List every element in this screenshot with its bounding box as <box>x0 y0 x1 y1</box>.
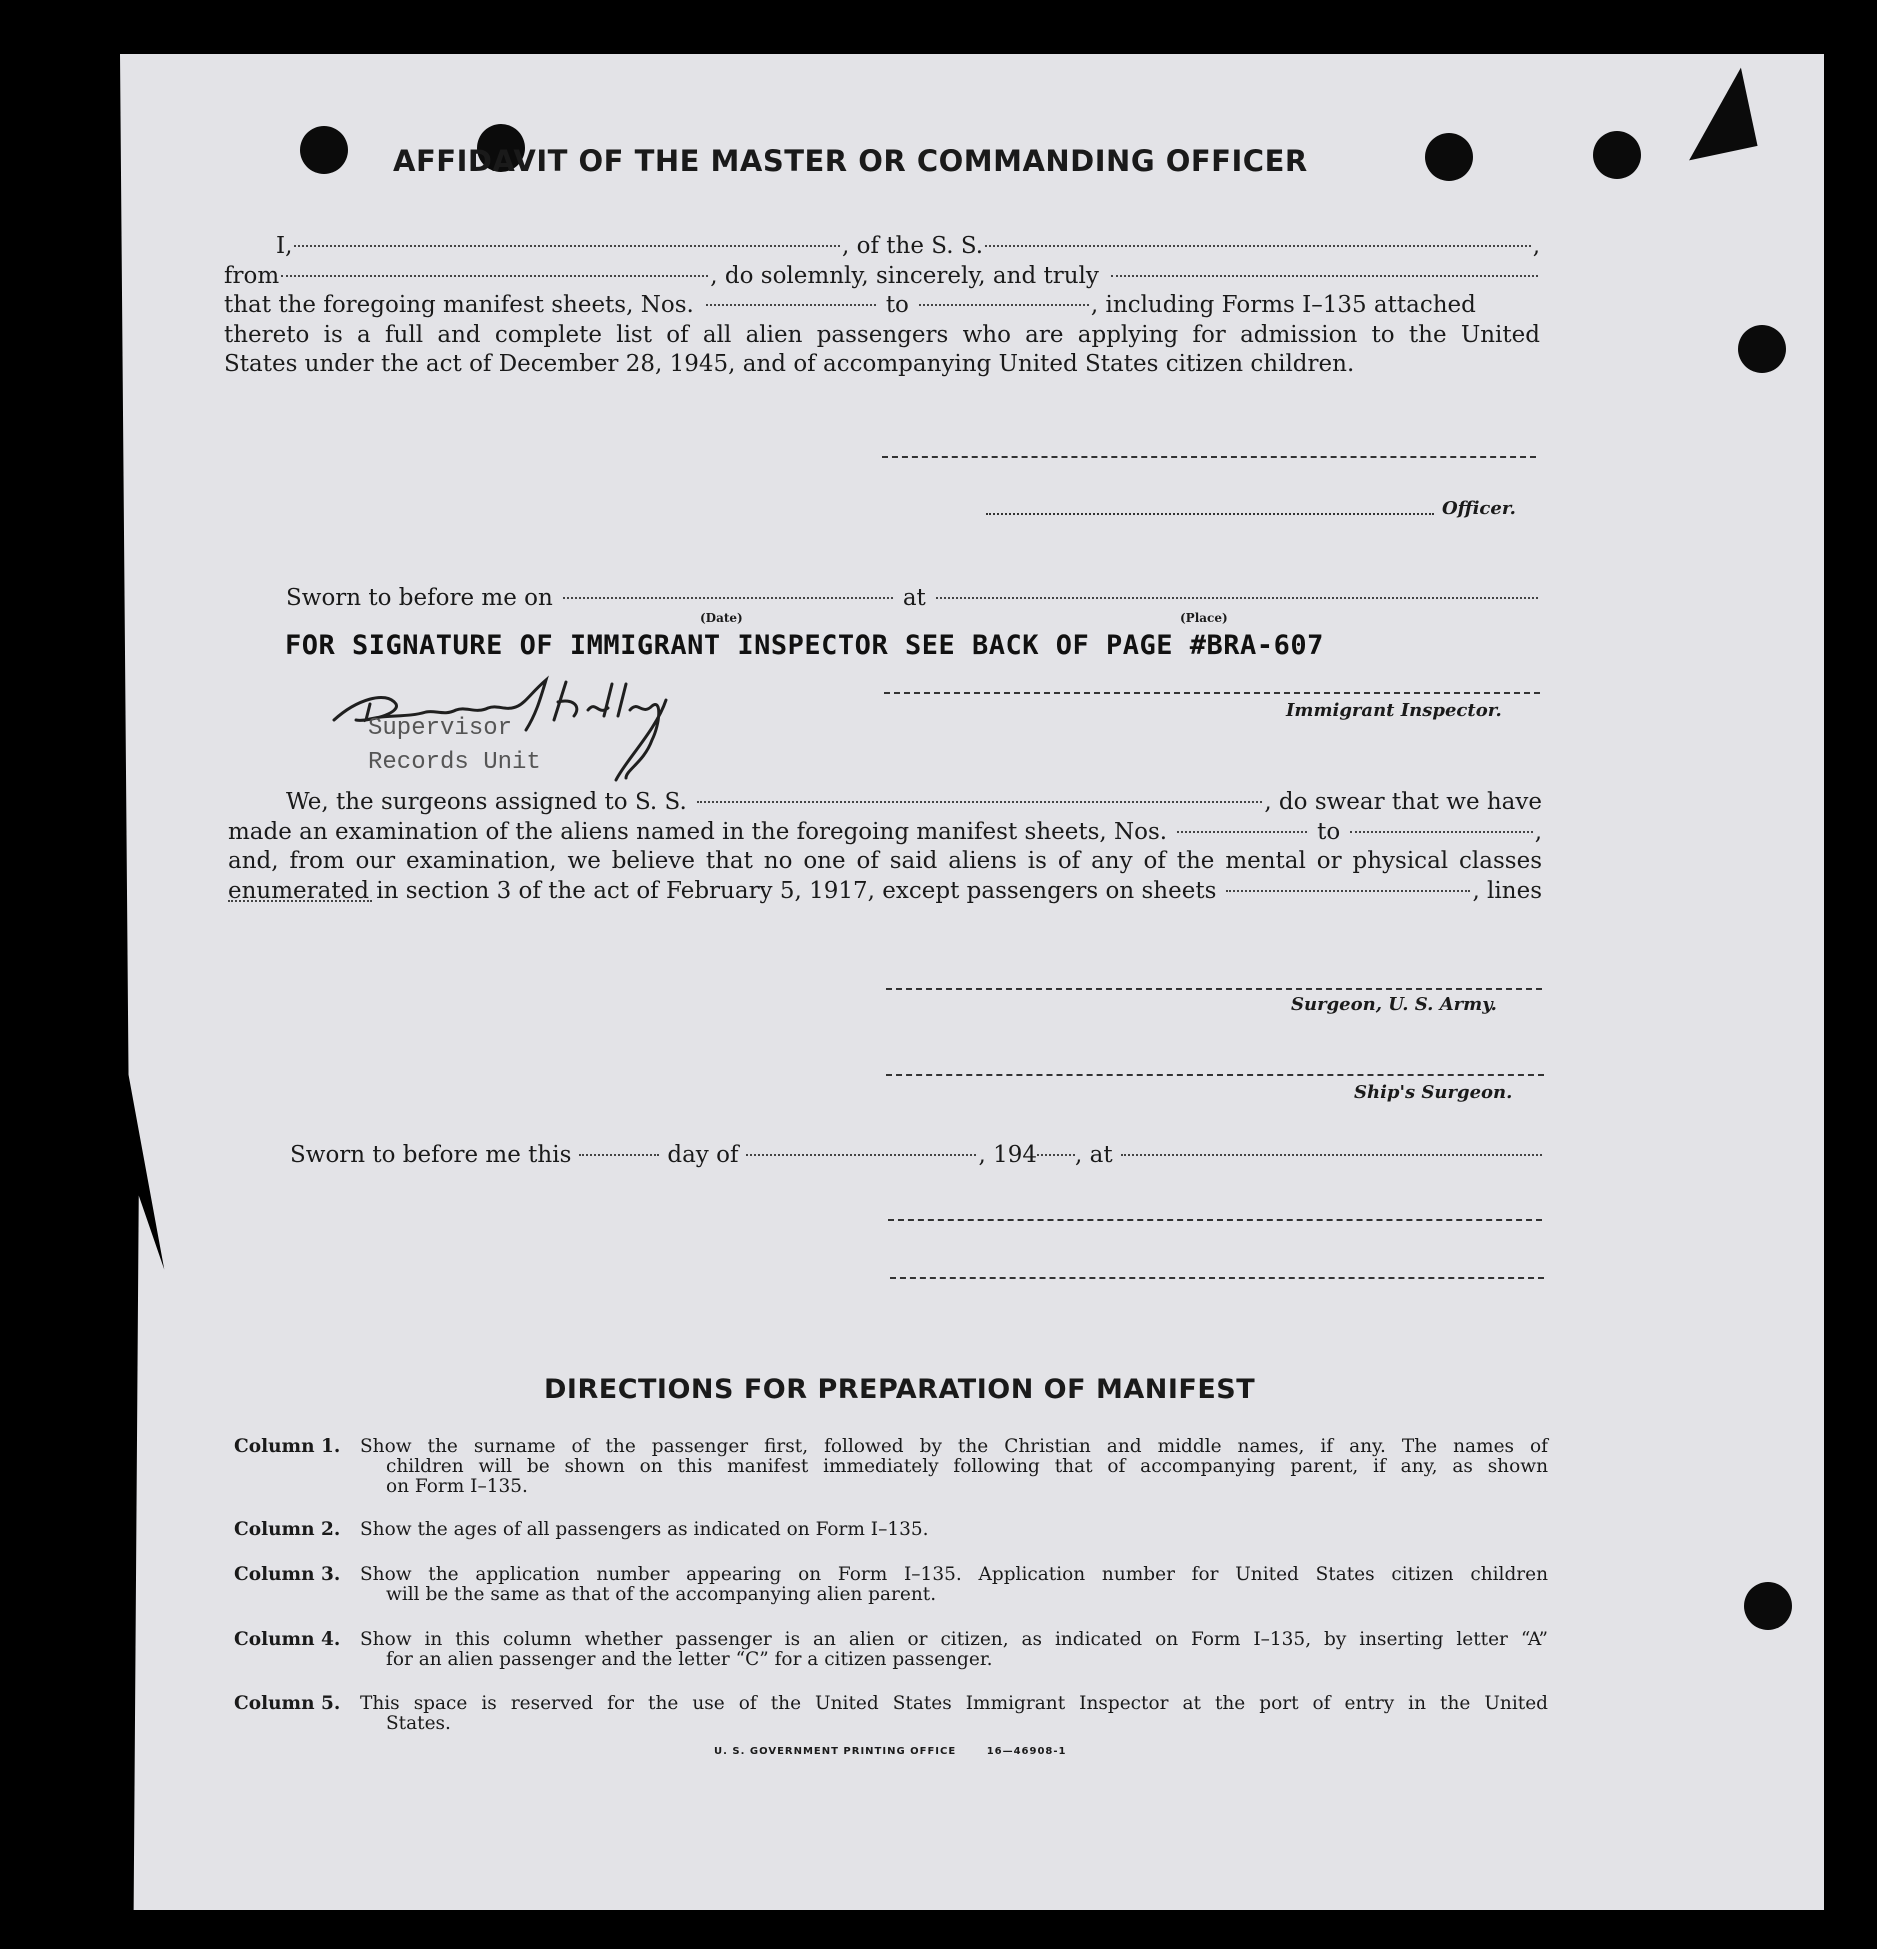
punch-hole <box>1425 133 1473 181</box>
direction-line: for an alien passenger and the letter “C” for a citizen passenger. <box>386 1649 993 1670</box>
direction-column-label: Column 5. <box>234 1693 341 1714</box>
witness-signature-line-1[interactable] <box>888 1219 1542 1221</box>
direction-text <box>360 1565 1548 1605</box>
surgeon-ship-field[interactable] <box>697 801 1263 803</box>
sworn-month-field[interactable] <box>746 1154 976 1156</box>
master-name-field[interactable] <box>294 245 840 247</box>
officer-signature-line[interactable] <box>882 456 1536 458</box>
sworn-place-2-field[interactable] <box>1121 1154 1542 1156</box>
ship-surgeon-caption: Ship's Surgeon. <box>1354 1082 1513 1103</box>
direction-item <box>234 1437 1548 1497</box>
place-caption: (Place) <box>1180 611 1228 625</box>
swear-blank-field[interactable] <box>1111 275 1538 277</box>
direction-text <box>360 1437 1548 1497</box>
punch-hole <box>300 126 348 174</box>
exam-sheets-from-field[interactable] <box>1177 831 1307 833</box>
affidavit-paragraph: I, , of the S. S. , from , do solemnly, sincerely, and truly that the foregoing manifest sheets, Nos. to , including Forms I–135 attached thereto is a full and complete list of all alien passengers who are applying for admission to the United States under the act of December 28, 1945, and of accompanying United States citizen children. <box>224 233 1541 377</box>
inspector-caption: Immigrant Inspector. <box>1286 700 1502 721</box>
army-surgeon-caption: Surgeon, U. S. Army. <box>1291 994 1497 1015</box>
sworn-place-field[interactable] <box>936 597 1538 599</box>
sheets-from-field[interactable] <box>706 304 876 306</box>
direction-column-label: Column 4. <box>234 1629 341 1650</box>
from-port-field[interactable] <box>281 275 708 277</box>
ship-surgeon-signature-line[interactable] <box>886 1074 1544 1076</box>
direction-item <box>234 1565 1548 1605</box>
witness-signature-line-2[interactable] <box>890 1277 1544 1279</box>
direction-line: This space is reserved for the use of the United States Immigrant Inspector at the port of entry in the United <box>360 1693 1548 1714</box>
directions-title: DIRECTIONS FOR PREPARATION OF MANIFEST <box>544 1374 1256 1405</box>
direction-item <box>234 1694 1548 1734</box>
punch-hole <box>1744 1582 1792 1630</box>
direction-line: children will be shown on this manifest immediately following that of accompanying parent, if any, as shown <box>386 1456 1548 1477</box>
direction-line: on Form I–135. <box>386 1476 528 1497</box>
exception-sheets-field[interactable] <box>1226 890 1470 892</box>
sworn-year-field[interactable] <box>1037 1154 1075 1156</box>
punch-hole <box>1593 131 1641 179</box>
inspector-signature-line[interactable] <box>884 692 1540 694</box>
direction-item <box>234 1520 1548 1540</box>
officer-caption: Officer. <box>1442 498 1516 519</box>
direction-column-label: Column 2. <box>234 1519 341 1540</box>
direction-text <box>360 1520 1548 1540</box>
punch-hole <box>1738 325 1786 373</box>
direction-line: Show the ages of all passengers as indicated on Form I–135. <box>360 1519 929 1540</box>
direction-line: States. <box>386 1713 451 1734</box>
exam-sheets-to-field[interactable] <box>1350 831 1532 833</box>
officer-name-line[interactable] <box>986 513 1434 515</box>
affidavit-title: AFFIDAVIT OF THE MASTER OR COMMANDING OFFICER <box>393 144 1308 178</box>
direction-line: will be the same as that of the accompanying alien parent. <box>386 1584 937 1605</box>
surgeons-paragraph: We, the surgeons assigned to S. S. , do swear that we have made an examination of the aliens named in the foregoing manifest sheets, Nos. to , and, from our examination, we believe that no one of said aliens is of any of the mental or physical classes enumerated in section 3 of the act of February 5, 1917, except passengers on sheets , lines <box>228 789 1542 904</box>
sworn-day-line: Sworn to before me this day of , 194 , at <box>290 1141 1544 1171</box>
direction-column-label: Column 1. <box>234 1436 341 1457</box>
army-surgeon-signature-line[interactable] <box>886 988 1542 990</box>
sheets-to-field[interactable] <box>919 304 1089 306</box>
direction-item <box>234 1630 1548 1670</box>
printer-note: U. S. GOVERNMENT PRINTING OFFICE 16—46908-1 <box>714 1746 1067 1757</box>
direction-line: Show the surname of the passenger first, followed by the Christian and middle names, if any. The names of <box>360 1436 1548 1457</box>
direction-column-label: Column 3. <box>234 1564 341 1585</box>
direction-text <box>360 1694 1548 1734</box>
sworn-date-place-line: Sworn to before me on at <box>286 584 1540 614</box>
direction-line: Show in this column whether passenger is an alien or citizen, as indicated on Form I–135, by inserting letter “A” <box>360 1629 1548 1650</box>
date-caption: (Date) <box>700 611 743 625</box>
exception-lines-field[interactable] <box>228 900 372 902</box>
sworn-date-field[interactable] <box>563 597 893 599</box>
ship-name-field[interactable] <box>985 245 1531 247</box>
inspector-stamp: FOR SIGNATURE OF IMMIGRANT INSPECTOR SEE BACK OF PAGE #BRA-607 <box>285 630 1324 661</box>
signer-title: Supervisor Records Unit <box>368 715 541 776</box>
sworn-day-field[interactable] <box>579 1154 659 1156</box>
direction-line: Show the application number appearing on Form I–135. Application number for United States citizen children <box>360 1564 1548 1585</box>
direction-text <box>360 1630 1548 1670</box>
